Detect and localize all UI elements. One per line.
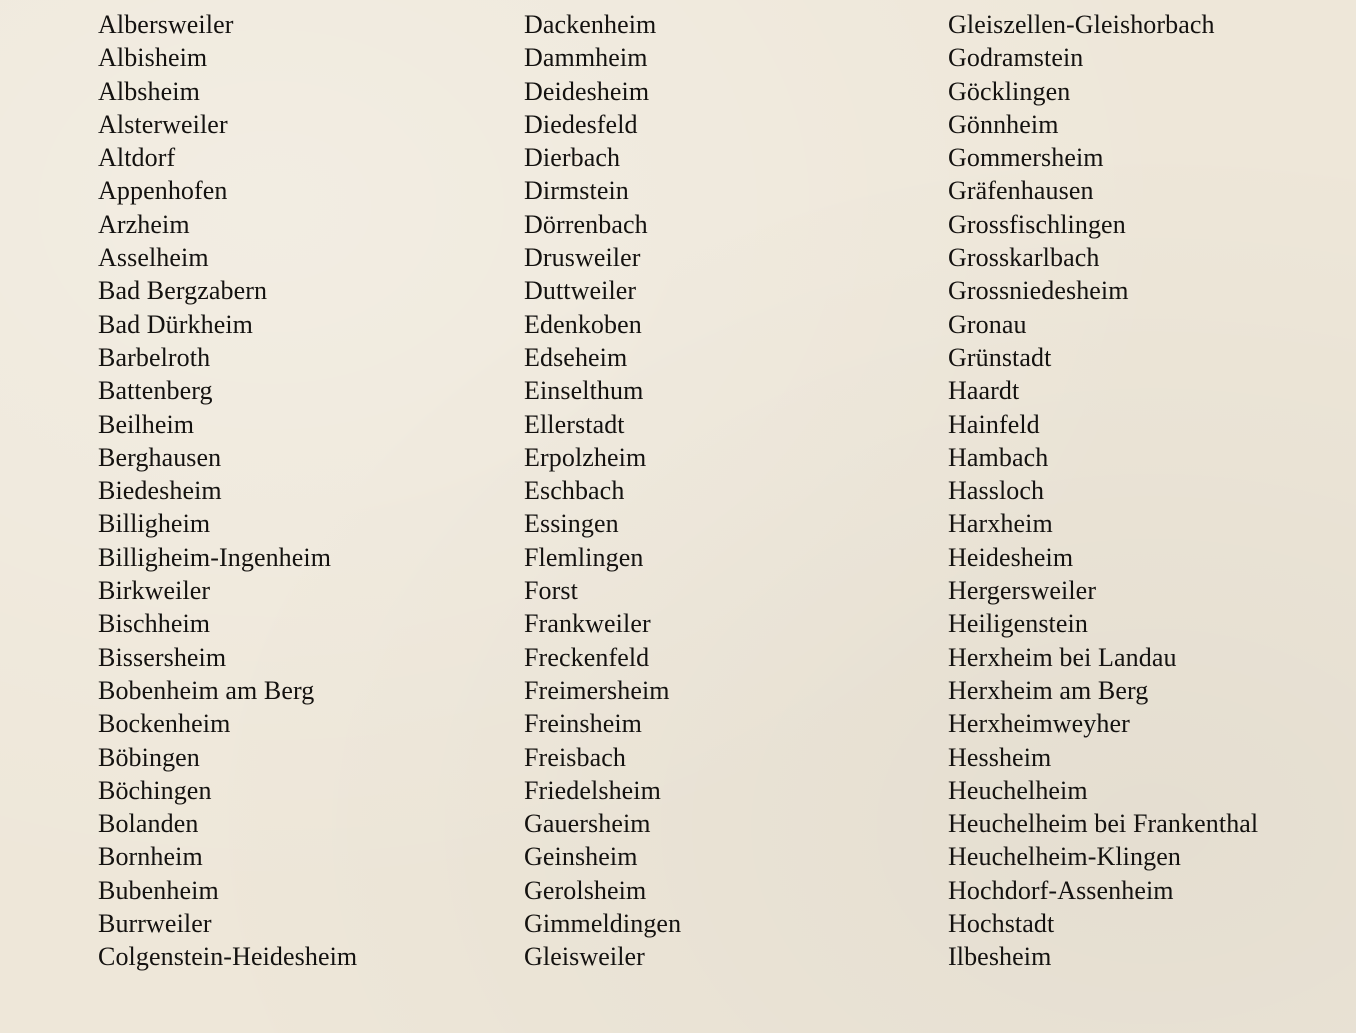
place-name: Gräfenhausen [948, 176, 1094, 206]
place-name: Einselthum [524, 376, 644, 406]
place-name: Herxheimweyher [948, 709, 1130, 739]
place-list-column-3 [948, 8, 1258, 974]
place-name: Dörrenbach [524, 209, 648, 239]
place-name: Freckenfeld [524, 642, 650, 672]
place-name: Battenberg [98, 376, 213, 406]
place-name: Colgenstein-Heidesheim [98, 942, 358, 972]
place-name: Heiligenstein [948, 609, 1088, 639]
place-name: Heuchelheim-Klingen [948, 842, 1181, 872]
place-name: Drusweiler [524, 243, 641, 273]
place-name: Gleisweiler [524, 942, 645, 972]
place-name: Freisbach [524, 742, 626, 772]
place-name: Bubenheim [98, 875, 219, 905]
place-name: Albsheim [98, 76, 200, 106]
place-name: Herxheim am Berg [948, 675, 1149, 705]
place-name: Duttweiler [524, 276, 637, 306]
place-name: Göcklingen [948, 76, 1071, 106]
place-name: Biedesheim [98, 476, 222, 506]
place-name: Bad Dürkheim [98, 309, 254, 339]
place-name: Hassloch [948, 476, 1045, 506]
place-name: Grosskarlbach [948, 243, 1100, 273]
place-name: Edenkoben [524, 309, 642, 339]
place-name: Essingen [524, 509, 619, 539]
place-name: Deidesheim [524, 76, 650, 106]
place-name: Birkweiler [98, 576, 211, 606]
place-name: Albersweiler [98, 10, 234, 39]
place-name: Dierbach [524, 143, 621, 173]
place-name: Alsterweiler [98, 109, 228, 139]
place-name: Herxheim bei Landau [948, 642, 1177, 672]
place-name: Haardt [948, 376, 1020, 406]
place-name: Bad Bergzabern [98, 276, 268, 306]
place-list-column-2 [524, 8, 681, 974]
place-name: Flemlingen [524, 542, 644, 572]
place-name: Hambach [948, 442, 1049, 472]
place-name: Dirmstein [524, 176, 629, 206]
place-name: Gleiszellen-Gleishorbach [948, 10, 1215, 39]
place-name: Altdorf [98, 143, 176, 173]
place-name: Bissersheim [98, 642, 227, 672]
place-name: Edseheim [524, 342, 628, 372]
place-name: Bockenheim [98, 709, 231, 739]
place-name: Beilheim [98, 409, 195, 439]
place-name: Godramstein [948, 43, 1084, 73]
place-name: Erpolzheim [524, 442, 647, 472]
place-name: Gerolsheim [524, 875, 647, 905]
place-name: Eschbach [524, 476, 625, 506]
place-name: Asselheim [98, 243, 209, 273]
place-name: Frankweiler [524, 609, 651, 639]
place-name: Heuchelheim [948, 775, 1088, 805]
place-name: Bolanden [98, 809, 199, 839]
place-name: Geinsheim [524, 842, 638, 872]
place-name: Burrweiler [98, 909, 212, 939]
place-name: Grünstadt [948, 342, 1052, 372]
place-name: Grossniedesheim [948, 276, 1129, 306]
place-name: Heidesheim [948, 542, 1074, 572]
place-name: Freimersheim [524, 675, 670, 705]
place-name: Ilbesheim [948, 942, 1052, 972]
place-name: Bornheim [98, 842, 203, 872]
place-name: Albisheim [98, 43, 208, 73]
place-name: Ellerstadt [524, 409, 625, 439]
place-name: Arzheim [98, 209, 190, 239]
place-name: Hochstadt [948, 909, 1055, 939]
place-name: Diedesfeld [524, 109, 638, 139]
place-name: Böbingen [98, 742, 200, 772]
place-name: Friedelsheim [524, 775, 661, 805]
place-name: Gronau [948, 309, 1027, 339]
place-name: Dackenheim [524, 10, 657, 39]
place-name: Appenhofen [98, 176, 228, 206]
place-name: Harxheim [948, 509, 1053, 539]
place-name: Hessheim [948, 742, 1052, 772]
place-name: Bobenheim am Berg [98, 675, 315, 705]
place-name: Bischheim [98, 609, 211, 639]
place-name: Gönnheim [948, 109, 1059, 139]
place-name: Gimmeldingen [524, 909, 682, 939]
place-name: Hainfeld [948, 409, 1040, 439]
place-name: Forst [524, 576, 578, 606]
place-list-column-1 [98, 8, 357, 974]
place-name: Hochdorf-Assenheim [948, 875, 1174, 905]
place-name: Barbelroth [98, 342, 211, 372]
place-name: Dammheim [524, 43, 648, 73]
place-name: Berghausen [98, 442, 222, 472]
place-name: Billigheim [98, 509, 211, 539]
place-name: Grossfischlingen [948, 209, 1126, 239]
place-name: Gommersheim [948, 143, 1104, 173]
place-name: Hergersweiler [948, 576, 1097, 606]
place-name: Heuchelheim bei Frankenthal [948, 809, 1259, 839]
place-name: Gauersheim [524, 809, 651, 839]
place-name: Böchingen [98, 775, 212, 805]
place-name: Freinsheim [524, 709, 642, 739]
place-name: Billigheim-Ingenheim [98, 542, 332, 572]
